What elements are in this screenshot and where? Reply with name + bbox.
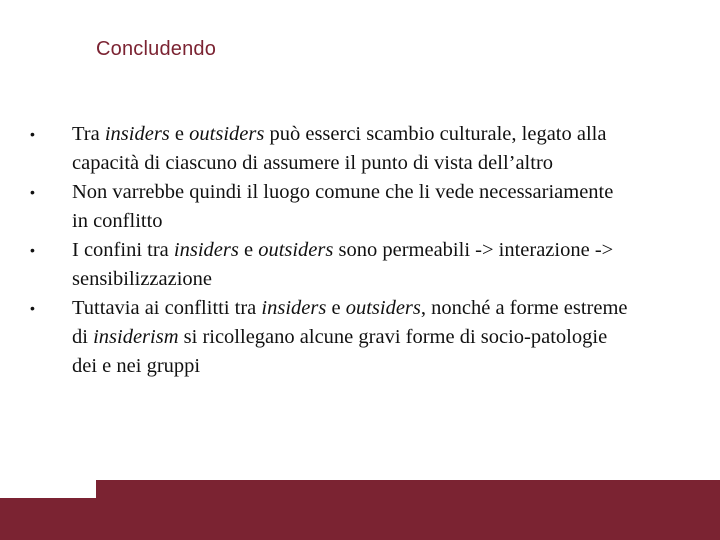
bullet-text: sono permeabili -> interazione -> sensibilizzazione (72, 239, 614, 290)
italic-term: outsiders (189, 123, 265, 145)
bullet-text: I confini tra (72, 239, 174, 261)
bullet-text: può esserci scambio culturale, legato alla capacità di ciascuno di assumere il punto di vista dell’altro (72, 123, 607, 174)
bullet-item (30, 294, 630, 381)
bullet-text: Non varrebbe quindi il luogo comune che li vede necessariamente in conflitto (72, 181, 614, 232)
bullet-text: Tra (72, 123, 105, 145)
italic-term: outsiders (258, 239, 334, 261)
footer-notch (0, 480, 96, 498)
bullet-marker: • (30, 184, 35, 200)
bullet-list (30, 120, 630, 381)
italic-term: insiders (173, 239, 239, 261)
bullet-item (30, 178, 630, 236)
italic-term: insiders (261, 297, 327, 319)
italic-term: outsiders (345, 297, 421, 319)
bullet-item (30, 120, 630, 178)
bullet-text: si ricollegano alcune gravi forme di socio-patologie dei e nei gruppi (72, 326, 608, 377)
footer-bar (0, 480, 720, 540)
bullet-marker: • (30, 300, 35, 316)
bullet-marker: • (30, 126, 35, 142)
bullet-marker: • (30, 242, 35, 258)
italic-term: insiderism (93, 326, 179, 348)
italic-term: insiders (104, 123, 170, 145)
bullet-text: e (238, 239, 259, 261)
bullet-text: , nonché a forme estreme di (72, 297, 628, 348)
bullet-text: e (326, 297, 346, 319)
bullet-item (30, 236, 630, 294)
bullet-text: e (169, 123, 190, 145)
bullet-text: Tuttavia ai conflitti tra (72, 297, 262, 319)
slide-title: Concludendo (96, 38, 217, 60)
